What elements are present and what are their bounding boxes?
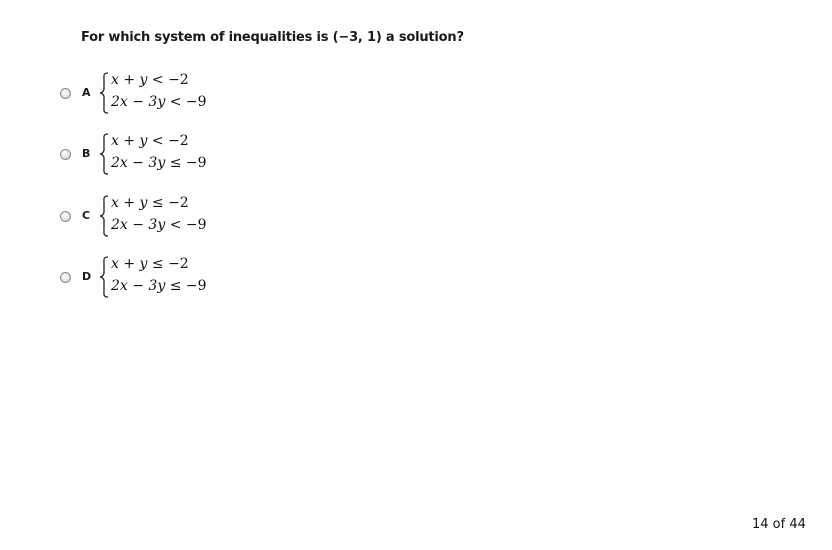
option-b[interactable] (60, 130, 280, 180)
inequality-2: 2x − 3y ≤ −9 (111, 155, 207, 171)
option-a[interactable] (60, 69, 280, 119)
radio-button-a[interactable] (60, 88, 71, 99)
radio-button-c[interactable] (60, 211, 71, 222)
inequality-2: 2x − 3y ≤ −9 (111, 278, 207, 294)
option-letter-d: D (82, 270, 92, 283)
left-brace-icon (99, 195, 109, 237)
option-c[interactable] (60, 192, 280, 242)
left-brace-icon (99, 133, 109, 175)
option-letter-c: C (82, 209, 91, 222)
question-prefix: For which system of inequalities is (81, 30, 329, 45)
question-text (81, 30, 464, 45)
option-d[interactable] (60, 253, 280, 303)
option-letter-a: A (82, 86, 91, 99)
inequality-1: x + y < −2 (111, 133, 189, 149)
question-counter: 14 of 44 (752, 517, 806, 532)
inequality-2: 2x − 3y < −9 (111, 94, 207, 110)
left-brace-icon (99, 256, 109, 298)
question-suffix: a solution? (385, 30, 464, 45)
radio-button-b[interactable] (60, 149, 71, 160)
inequality-1: x + y < −2 (111, 72, 189, 88)
question-point: (−3, 1) (332, 30, 382, 45)
inequality-2: 2x − 3y < −9 (111, 217, 207, 233)
radio-button-d[interactable] (60, 272, 71, 283)
left-brace-icon (99, 72, 109, 114)
option-letter-b: B (82, 147, 91, 160)
inequality-1: x + y ≤ −2 (111, 195, 189, 211)
inequality-1: x + y ≤ −2 (111, 256, 189, 272)
